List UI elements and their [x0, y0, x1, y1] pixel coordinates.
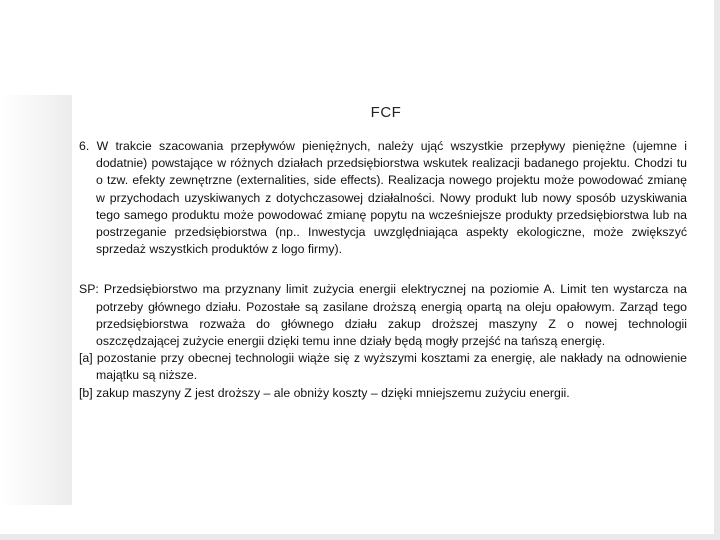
sp-paragraph: SP: Przedsiębiorstwo ma przyznany limit zużycia energii elektrycznej na poziomie A. Limit ten wystarcza na potrzeby głównego działu. Pozostałe są zasilane droższą energią opartą na oleju opałowym. Zarząd tego przedsiębiorstwa rozważa do głównego działu zakup droższej maszyny Z o nowej technologii oszczędzającej zużycie energii dzięki temu inne działy będą mogły przejść na tańszą energię. — [79, 282, 687, 349]
item-a-paragraph: [a] pozostanie przy obecnej technologii wiąże się z wyższymi kosztami za energię, ale nakłady na odnowienie majątku są niższe. — [79, 351, 687, 383]
slide-content — [79, 138, 687, 402]
item-b-paragraph: [b] zakup maszyny Z jest droższy – ale obniży koszty – dzięki mniejszemu zużyciu energii. — [79, 385, 570, 400]
slide-title: FCF — [370, 104, 402, 121]
spacer — [79, 258, 687, 281]
point-6-paragraph: 6. W trakcie szacowania przepływów pieniężnych, należy ująć wszystkie przepływy pieniężne (ujemne i dodatnie) powstające w różnych działach przedsiębiorstwa wskutek realizacji badanego projektu. Chodzi tu o tzw. efekty zewnętrzne (externalities, side effects). Realizacja nowego projektu może powodować zmianę w przychodach uzyskiwanych z dotychczasowej działalności. Nowy produkt lub nowy sposób uzyskiwania tego samego produktu może powodować zmianę popytu na wcześniejsze produkty przedsiębiorstwa lub na postrzeganie przedsiębiorstwa (np.. Inwestycja uwzględniająca aspekty ekologiczne, może zwiększyć sprzedaż wszystkich produktów z logo firmy). — [79, 139, 687, 257]
slide-shadow — [0, 95, 72, 505]
